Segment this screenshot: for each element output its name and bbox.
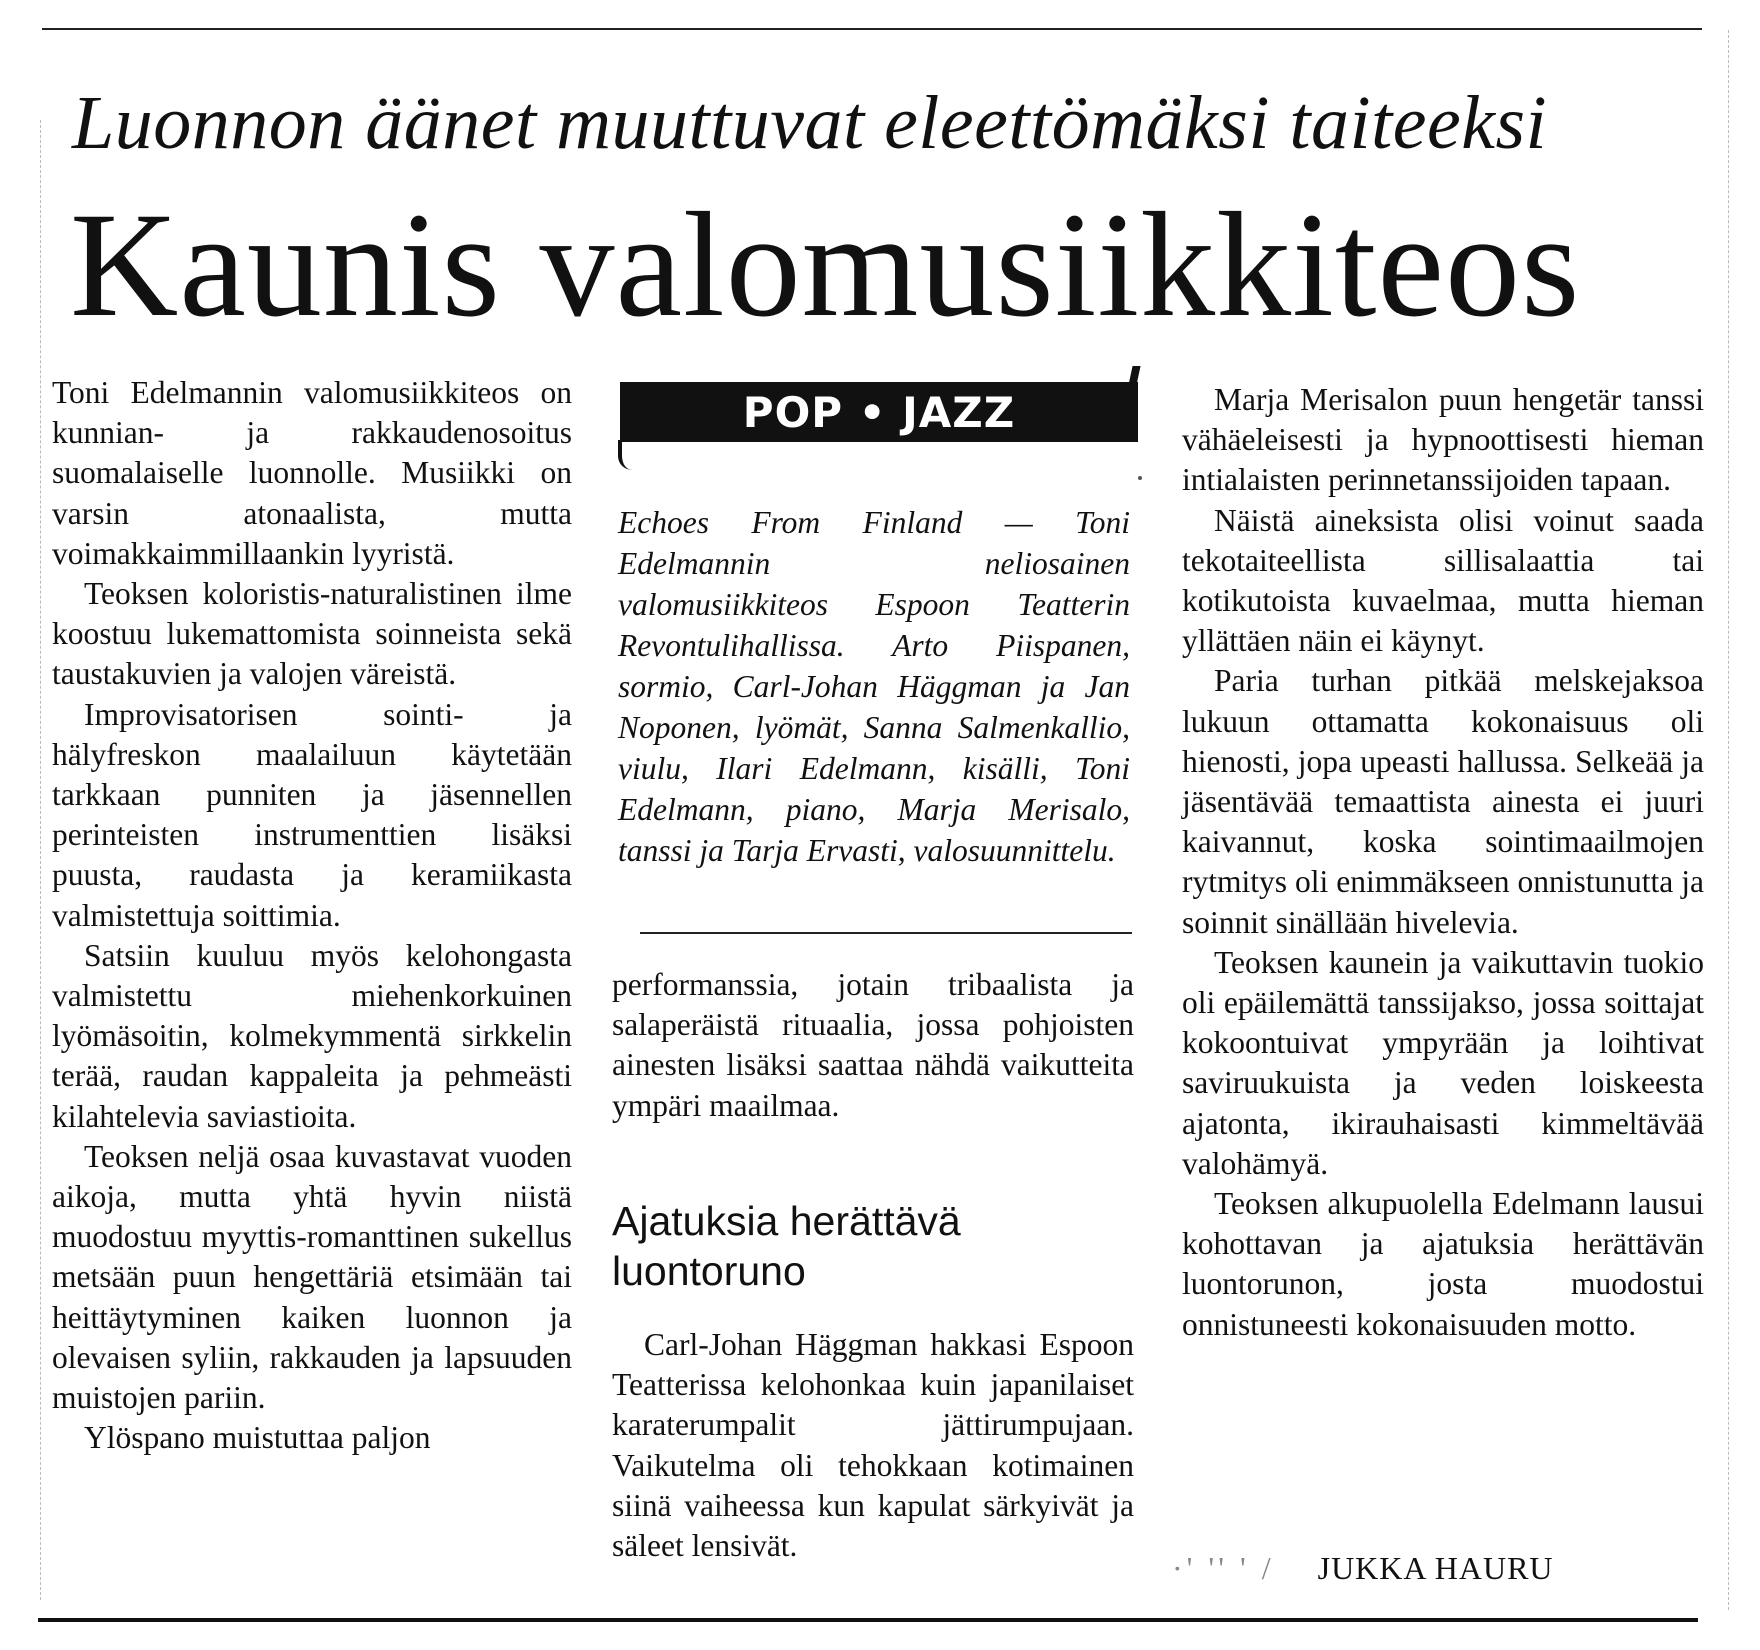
bottom-rule [38, 1618, 1698, 1622]
paragraph: Teoksen alkupuolella Edelmann lausui kohottavan ja ajatuksia herättävän luontorunon, josta muodostui onnistuneesti kokonaisuuden motto. [1182, 1186, 1704, 1342]
signature-scribble: ·' '' ' / [1172, 1550, 1275, 1586]
column-3 [1182, 380, 1704, 1345]
top-rule [42, 28, 1702, 30]
stray-dot [1138, 476, 1142, 480]
left-frame-edge [40, 120, 42, 1600]
paragraph: Improvisatorisen sointi- ja hälyfreskon maalailuun käytetään tarkkaan punniten ja jäsennellen perinteisten instrumenttien lisäksi puusta, raudasta ja keramiikasta valmistettuja soittimia. [52, 696, 572, 933]
paragraph: Teoksen kaunein ja vaikuttavin tuokio oli epäilemättä tanssijakso, jossa soittajat kokoontuivat ympyrään ja loihtivat saviruukuista ja veden loiskeesta ajatonta, ikirauhaisasti kimmeltävää valohämyä. [1182, 944, 1704, 1181]
paragraph: Carl-Johan Häggman hakkasi Espoon Teatterissa kelohonkaa kuin japanilaiset karaterumpalit jättirumpujaan. Vaikutelma oli tehokkaan kotimainen siinä vaiheessa kun kapulat särkyivät ja säleet lensivät. [612, 1327, 1134, 1564]
subheading: Ajatuksia herättävä luontoruno [612, 1198, 961, 1294]
byline [1172, 1550, 1672, 1587]
paragraph: Paria turhan pitkää melskejaksoa lukuun ottamatta kokonaisuus oli hienosti, jopa upeasti hallussa. Selkeää ja jäsentävää temaattista ainesta ei juuri kaivannut, koska sointimaailmojen rytmitys oli enimmäkseen onnistunutta ja soinnit sinällään hivelevia. [1182, 663, 1704, 940]
headline: Kaunis valomusiikkiteos [70, 182, 1581, 348]
event-credits: Echoes From Finland — Toni Edelmannin neliosainen valomusiikkiteos Espoon Teatterin Revontulihallissa. Arto Piispanen, sormio, Carl-Johan Häggman ja Jan Noponen, lyömät, Sanna Salmenkallio, viulu, Ilari Edelmann, kisälli, Toni Edelmann, piano, Marja Merisalo, tanssi ja Tarja Ervasti, valosuunnittelu. [618, 505, 1130, 868]
kicker: Luonnon äänet muuttuvat eleettömäksi taiteeksi [72, 81, 1548, 165]
credits-divider [640, 932, 1132, 934]
section-badge: POP • JAZZ [620, 382, 1138, 442]
right-frame-edge [1728, 30, 1730, 1610]
paragraph: Toni Edelmannin valomusiikkiteos on kunnian- ja rakkaudenosoitus suomalaiselle luonnolle. Musiikki on varsin atonaalista, mutta voimakkaimmillaankin lyyristä. [52, 375, 572, 571]
paragraph: Teoksen neljä osaa kuvastavat vuoden aikoja, mutta yhtä hyvin niistä muodostuu myyttis-romanttinen sukellus metsään puun hengettäriä etsimään tai heittäytyminen kaiken luonnon ja olevaisen syliin, rakkauden ja lapsuuden muistojen pariin. [52, 1138, 572, 1416]
paragraph: Ylöspano muistuttaa paljon [84, 1420, 431, 1456]
author-name: JUKKA HAURU [1317, 1550, 1554, 1586]
badge-tail-decoration [618, 440, 636, 470]
badge-flag-decoration [1127, 366, 1140, 390]
paragraph: Satsiin kuuluu myös kelohongasta valmistettu miehenkorkuinen lyömäsoitin, kolmekymmentä sirkkelin terää, raudan kappaleita ja pehmeästi kilahtelevia saviastioita. [52, 937, 572, 1134]
paragraph: Marja Merisalon puun hengetär tanssi vähäeleisesti ja hypnoottisesti hieman intialaisten perinnetanssijoiden tapaan. [1182, 382, 1704, 498]
paragraph: performanssia, jotain tribaalista ja salaperäistä rituaalia, jossa pohjoisten ainesten lisäksi saattaa nähdä vaikutteita ympäri maailmaa. [612, 967, 1134, 1123]
paragraph: Teoksen koloristis-naturalistinen ilme koostuu lukemattomista soinneista sekä taustakuvien ja valojen väreistä. [52, 576, 572, 692]
column-2-after-subheading [612, 1325, 1134, 1566]
paragraph: Näistä aineksista olisi voinut saada tekotaiteellista sillisalaattia tai kotikutoista kuvaelmaa, mutta hieman yllättäen näin ei käynyt. [1182, 502, 1704, 659]
column-2 [612, 965, 1134, 1126]
column-1 [52, 373, 572, 1458]
